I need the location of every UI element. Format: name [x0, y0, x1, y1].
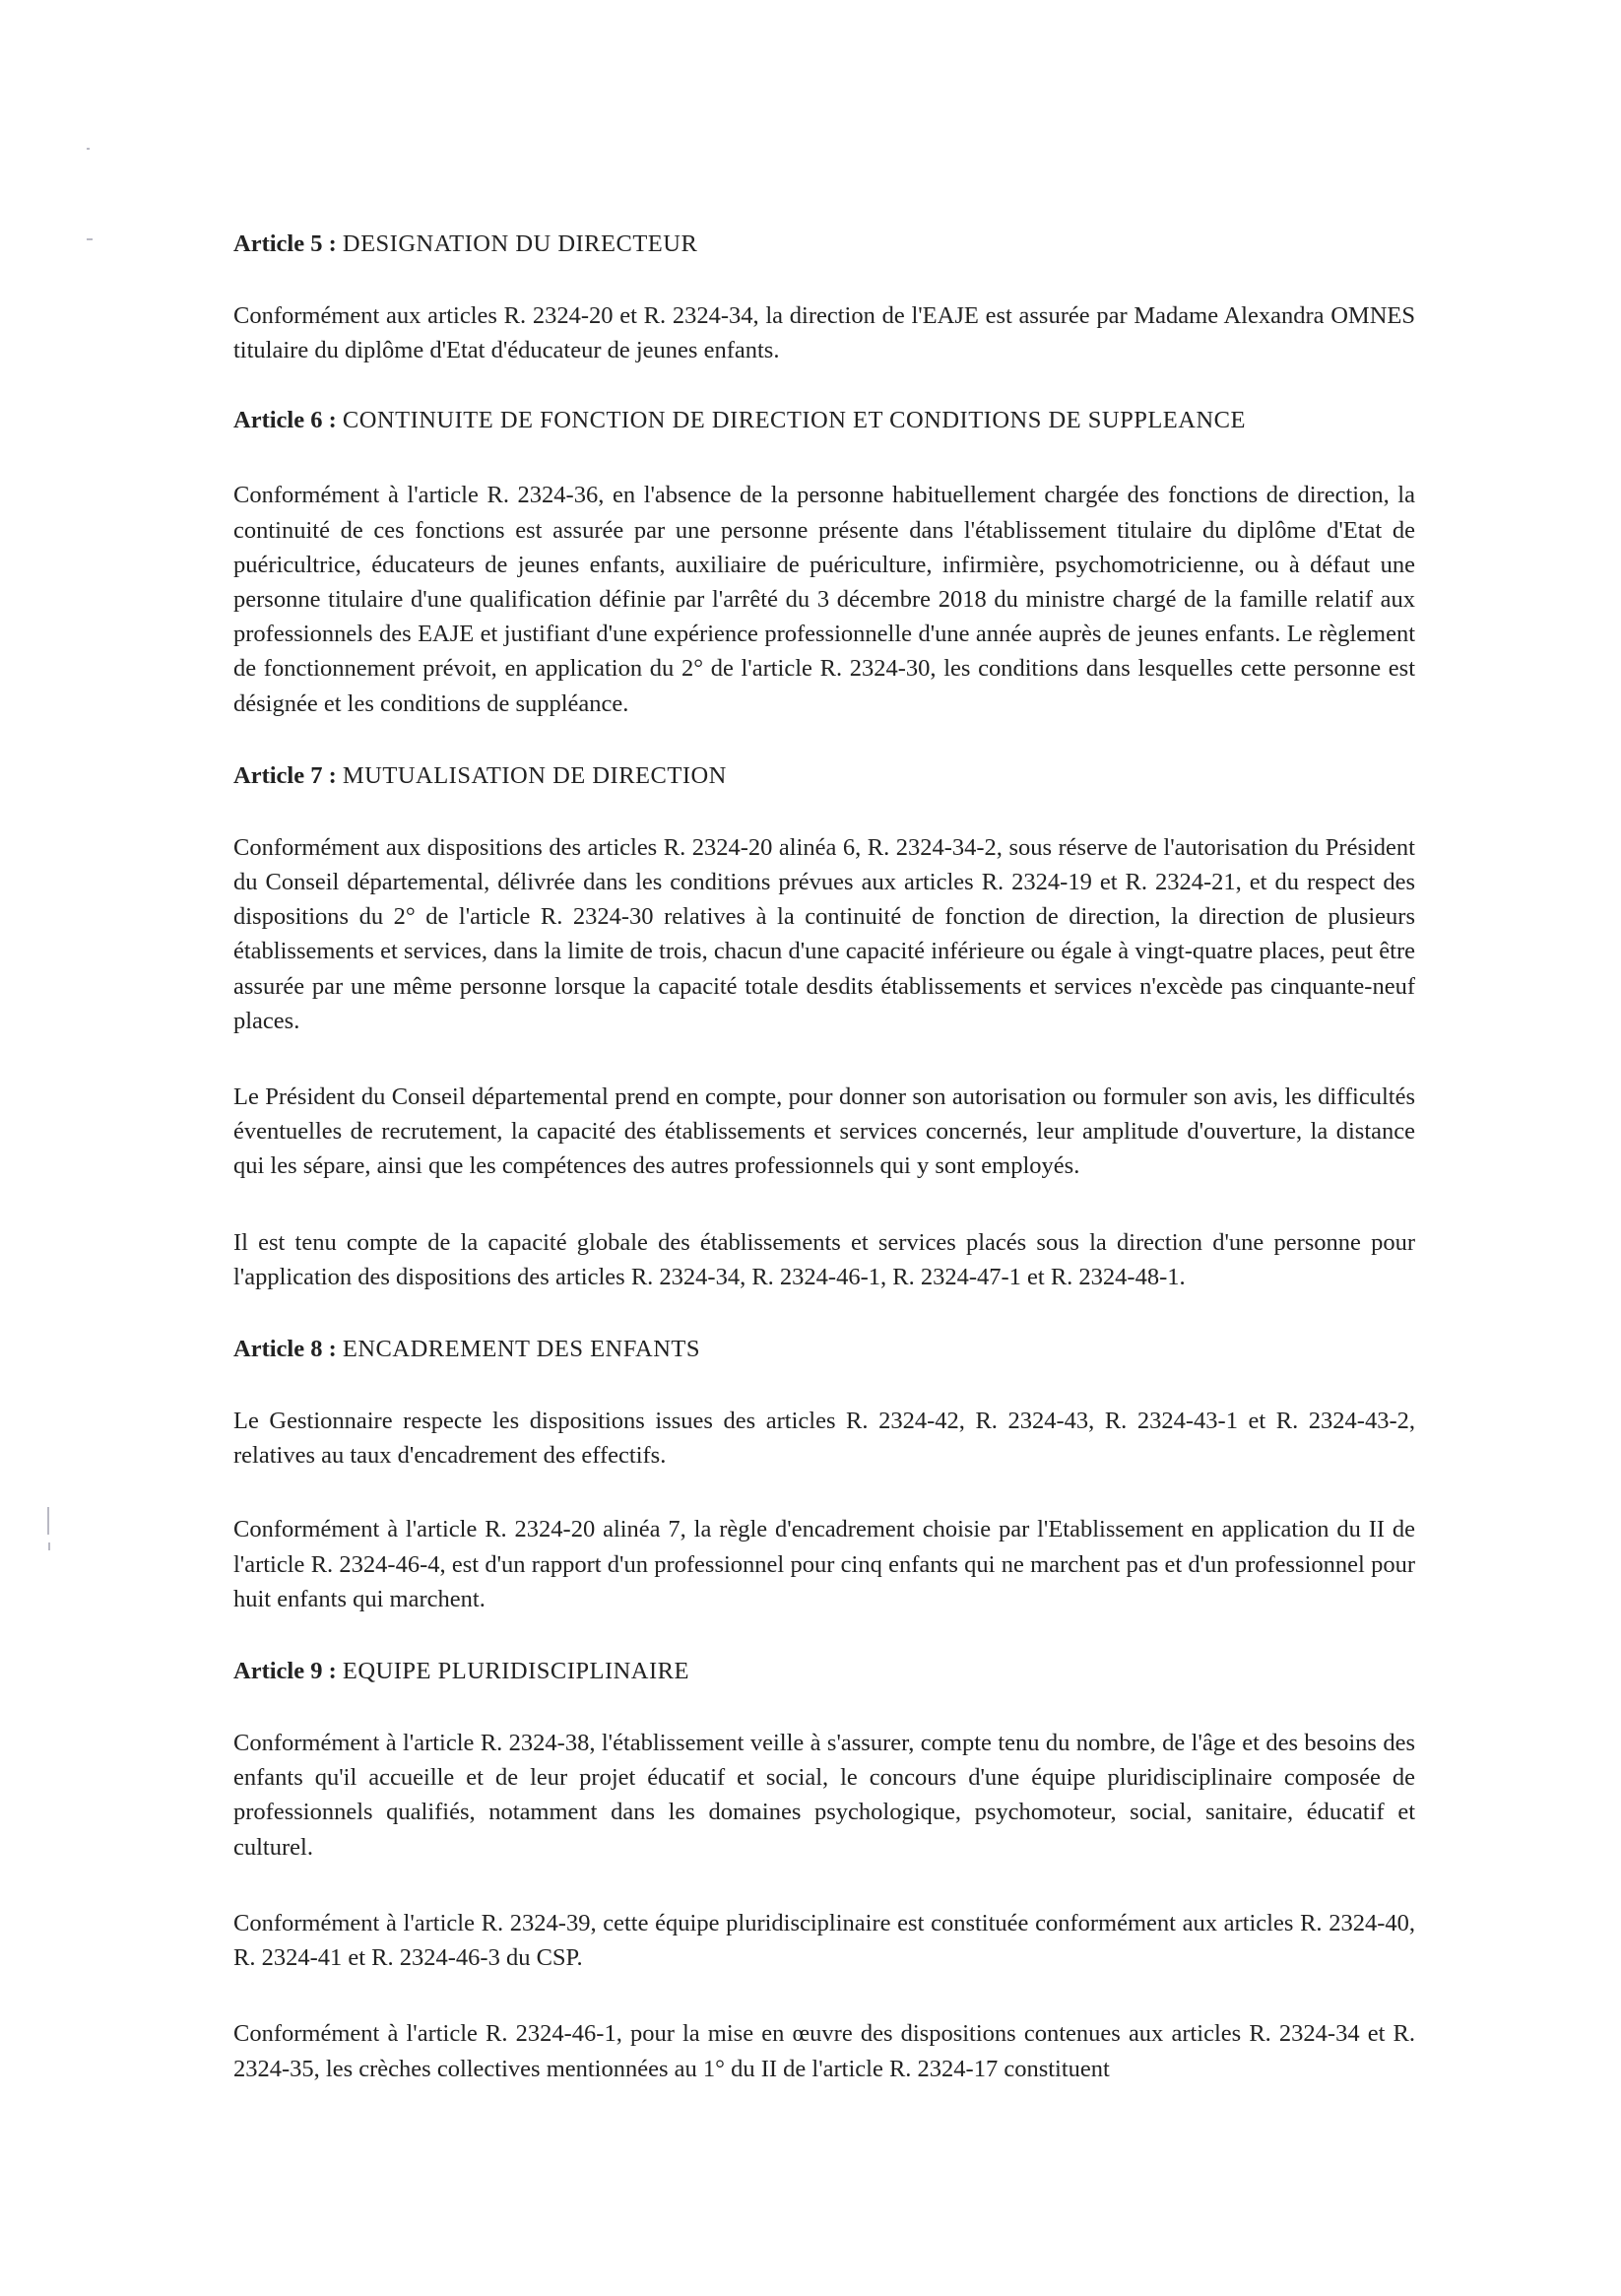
article-title: MUTUALISATION DE DIRECTION — [342, 761, 727, 789]
article-title: CONTINUITE DE FONCTION DE DIRECTION ET CONDITIONS DE SUPPLEANCE — [342, 407, 1246, 434]
article-paragraph: Il est tenu compte de la capacité globale des établissements et services placés sous la direction d'une personne pour l'application des dispositions des articles R. 2324-34, R. 2324-46-1, R. 2324-47-1 et R. 2324-48-1. — [233, 1228, 1415, 1290]
article-paragraph: Le Président du Conseil départemental prend en compte, pour donner son autorisation ou formuler son avis, les difficultés éventuelles de recrutement, la capacité des établissements et services concernés, leur amplitude d'ouverture, la distance qui les sépare, ainsi que les compétences des autres professionnels qui y sont employés. — [233, 1083, 1415, 1180]
article-paragraph: Le Gestionnaire respecte les dispositions issues des articles R. 2324-42, R. 2324-43, R. 2324-43-1 et R. 2324-43-2, relatives au taux d'encadrement des effectifs. — [233, 1408, 1415, 1470]
article-paragraph: Conformément à l'article R. 2324-39, cette équipe pluridisciplinaire est constituée conformément aux articles R. 2324-40, R. 2324-41 et R. 2324-46-3 du CSP. — [233, 1909, 1415, 1972]
scan-mark — [47, 1507, 49, 1535]
article-paragraph: Conformément aux articles R. 2324-20 et R. 2324-34, la direction de l'EAJE est assurée par Madame Alexandra OMNES titulaire du diplôme d'Etat d'éducateur de jeunes enfants. — [233, 302, 1415, 364]
scan-mark — [87, 148, 90, 150]
article-number: Article 8 : — [233, 1336, 337, 1363]
article-9 — [233, 1656, 1415, 2086]
article-paragraph: Conformément à l'article R. 2324-20 alinéa 7, la règle d'encadrement choisie par l'Etablissement en application du II de l'article R. 2324-46-4, est d'un rapport d'un professionnel pour cinq enfants qui ne marchent pas et d'un professionnel pour huit enfants qui marchent. — [233, 1516, 1415, 1612]
article-5 — [233, 229, 1415, 367]
article-heading — [233, 1656, 1415, 1686]
article-8 — [233, 1334, 1415, 1616]
article-title: DESIGNATION DU DIRECTEUR — [342, 230, 698, 257]
document-body — [233, 229, 1415, 2086]
article-heading — [233, 405, 1258, 436]
article-paragraph: Conformément à l'article R. 2324-46-1, pour la mise en œuvre des dispositions contenues aux articles R. 2324-34 et R. 2324-35, les crèches collectives mentionnées au 1° du II de l'article R. 2324-17 constituent — [233, 2020, 1415, 2082]
article-number: Article 9 : — [233, 1658, 337, 1685]
article-paragraph: Conformément aux dispositions des articles R. 2324-20 alinéa 6, R. 2324-34-2, sous réserve de l'autorisation du Président du Conseil départemental, délivrée dans les conditions prévues aux articles R. 2324-19 et R. 2324-21, et du respect des dispositions du 2° de l'article R. 2324-30 relatives à la continuité de fonction de direction, la direction de plusieurs établissements et services, dans la limite de trois, chacun d'une capacité inférieure ou égale à vingt-quatre places, peut être assurée par une même personne lorsque la capacité totale desdits établissements et services n'excède pas cinquante-neuf places. — [233, 833, 1415, 1034]
article-7 — [233, 760, 1415, 1294]
article-paragraph: Conformément à l'article R. 2324-36, en l'absence de la personne habituellement chargée des fonctions de direction, la continuité de ces fonctions est assurée par une personne présente dans l'établissement titulaire du diplôme d'Etat de puéricultrice, éducateurs de jeunes enfants, auxiliaire de puériculture, infirmière, psychomotricienne, ou à défaut une personne titulaire d'une qualification définie par l'arrêté du 3 décembre 2018 du ministre chargé de la famille relatif aux professionnels des EAJE et justifiant d'une expérience professionnelle d'une année auprès de jeunes enfants. Le règlement de fonctionnement prévoit, en application du 2° de l'article R. 2324-30, les conditions dans lesquelles cette personne est désignée et les conditions de suppléance. — [233, 482, 1415, 717]
article-heading — [233, 760, 1415, 791]
scan-mark — [48, 1542, 50, 1550]
article-6 — [233, 405, 1415, 720]
article-number: Article 7 : — [233, 761, 337, 789]
article-heading — [233, 1334, 1415, 1364]
article-paragraph: Conformément à l'article R. 2324-38, l'établissement veille à s'assurer, compte tenu du nombre, de l'âge et des besoins des enfants qu'il accueille et de leur projet éducatif et social, le concours d'une équipe pluridisciplinaire composée de professionnels qualifiés, notamment dans les domaines psychologique, psychomoteur, social, sanitaire, éducatif et culturel. — [233, 1730, 1415, 1861]
article-heading — [233, 229, 1415, 259]
article-number: Article 6 : — [233, 407, 337, 434]
article-number: Article 5 : — [233, 230, 337, 257]
scan-mark — [87, 238, 93, 240]
article-title: EQUIPE PLURIDISCIPLINAIRE — [342, 1658, 689, 1685]
article-title: ENCADREMENT DES ENFANTS — [342, 1336, 701, 1363]
